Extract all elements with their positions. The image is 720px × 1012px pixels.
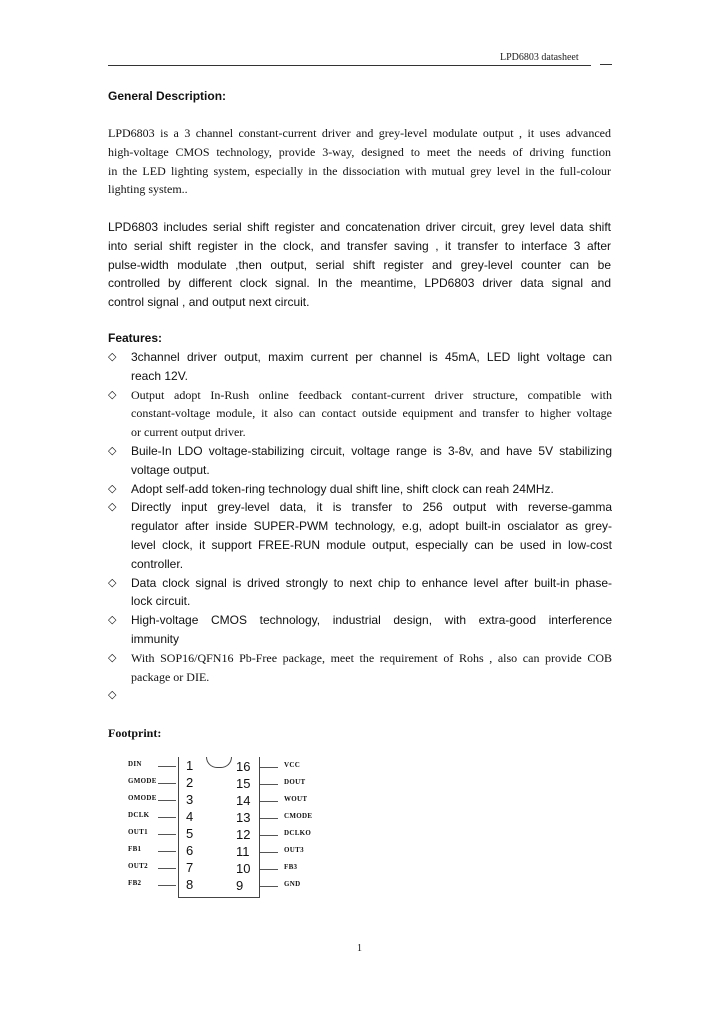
pin-label: CMODE xyxy=(284,812,313,820)
text-line: Directly input grey-level data, it is transfer to 256 output with reverse-gamma xyxy=(131,500,612,515)
footprint-heading: Footprint: xyxy=(108,726,162,740)
pin-label: DIN xyxy=(128,760,142,768)
general-description-para-1 xyxy=(108,124,611,199)
pin-lead xyxy=(260,801,278,802)
pin-label: DOUT xyxy=(284,778,306,786)
text-line: lock circuit. xyxy=(131,594,191,609)
pin-label: DCLK xyxy=(128,811,150,819)
page-number: 1 xyxy=(357,943,362,954)
pin-number: 10 xyxy=(236,861,251,876)
pin-row xyxy=(120,843,320,859)
pin-number: 5 xyxy=(186,826,194,841)
pin-label: FB2 xyxy=(128,879,142,887)
pin-row xyxy=(120,826,320,842)
text-line: 3channel driver output, maxim current per channel is 45mA, LED light voltage can xyxy=(131,350,612,364)
feature-item xyxy=(108,686,612,705)
pin-label: OUT2 xyxy=(128,862,148,870)
diamond-bullet-icon: ◇ xyxy=(108,387,117,401)
text-line: immunity xyxy=(131,631,180,646)
diamond-bullet-icon: ◇ xyxy=(108,688,117,702)
pin-number: 7 xyxy=(186,860,194,875)
feature-item xyxy=(108,386,612,442)
text-line: package or DIE. xyxy=(131,669,210,684)
text-line: into serial shift register in the clock, and transfer saving , it transfer to interface 3 after xyxy=(108,238,611,253)
pin-lead xyxy=(158,783,176,784)
feature-item xyxy=(108,348,612,386)
text-line: level clock, it support FREE-RUN module output, especially can be used in low-cost xyxy=(131,537,612,552)
diamond-bullet-icon: ◇ xyxy=(108,350,117,363)
pin-label: DCLKO xyxy=(284,829,312,837)
feature-item xyxy=(108,611,612,649)
pin-lead xyxy=(260,784,278,785)
pin-lead xyxy=(158,885,176,886)
header-rule xyxy=(108,65,591,66)
general-description-para-2 xyxy=(108,218,611,312)
pin-row xyxy=(120,809,320,825)
general-description-heading: General Description: xyxy=(108,89,227,103)
pin-label: WOUT xyxy=(284,795,308,803)
pin-lead xyxy=(158,800,176,801)
diamond-bullet-icon: ◇ xyxy=(108,575,117,589)
pin-lead xyxy=(260,852,278,853)
text-line: regulator after inside SUPER-PWM technology, e.g, adopt built-in oscialator as grey- xyxy=(131,519,612,534)
pin-label: FB3 xyxy=(284,863,298,871)
pin-number: 14 xyxy=(236,793,251,808)
pin-number: 3 xyxy=(186,792,194,807)
pin-number: 9 xyxy=(236,878,244,893)
header-dash xyxy=(600,64,612,65)
chip-footprint-diagram xyxy=(120,755,320,903)
text-line: reach 12V. xyxy=(131,368,188,383)
text-line: controller. xyxy=(131,556,184,571)
text-line: With SOP16/QFN16 Pb-Free package, meet the requirement of Rohs , also can provide COB xyxy=(131,650,612,665)
features-heading: Features: xyxy=(108,331,163,345)
pin-row xyxy=(120,860,320,876)
pin-lead xyxy=(260,818,278,819)
pin-lead xyxy=(158,834,176,835)
pin-lead xyxy=(260,886,278,887)
feature-item xyxy=(108,498,612,573)
pin-lead xyxy=(158,817,176,818)
text-line: high-voltage CMOS technology, provide 3-way, designed to meet the needs of driving function xyxy=(108,144,611,159)
pin-label: OUT1 xyxy=(128,828,148,836)
pin-number: 8 xyxy=(186,877,194,892)
pin-lead xyxy=(158,851,176,852)
diamond-bullet-icon: ◇ xyxy=(108,613,117,627)
diamond-bullet-icon: ◇ xyxy=(108,500,117,514)
pin-lead xyxy=(260,869,278,870)
text-line: High-voltage CMOS technology, industrial design, with extra-good interference xyxy=(131,613,612,628)
pin-label: GND xyxy=(284,880,301,888)
pin-label: VCC xyxy=(284,761,301,769)
text-line: Buile-In LDO voltage-stabilizing circuit, voltage range is 3-8v, and have 5V stabilizing xyxy=(131,443,612,458)
pin-label: GMODE xyxy=(128,777,157,785)
pin-lead xyxy=(158,868,176,869)
pin-number: 12 xyxy=(236,827,251,842)
text-line: LPD6803 includes serial shift register and concatenation driver circuit, grey level data shift xyxy=(108,220,611,234)
text-line: controlled by different clock signal. In the meantime, LPD6803 driver data signal and xyxy=(108,276,611,291)
text-line: Output adopt In-Rush online feedback contant-current driver structure, compatible with xyxy=(131,387,612,402)
pin-row xyxy=(120,792,320,808)
feature-item xyxy=(108,480,612,499)
pin-number: 11 xyxy=(236,844,250,859)
pin-lead xyxy=(158,766,176,767)
diamond-bullet-icon: ◇ xyxy=(108,481,117,495)
pin-number: 4 xyxy=(186,809,194,824)
text-line: pulse-width modulate ,then output, serial shift register and grey-level counter can be xyxy=(108,257,611,272)
header-title: LPD6803 datasheet xyxy=(500,52,579,63)
pin-row xyxy=(120,877,320,893)
features-list xyxy=(108,348,612,705)
pin-lead xyxy=(260,835,278,836)
text-line: control signal , and output next circuit. xyxy=(108,295,310,310)
pin-label: FB1 xyxy=(128,845,142,853)
text-line: in the LED lighting system, especially in the dissociation with mutual grey level in the full-colour xyxy=(108,163,611,178)
feature-item xyxy=(108,574,612,612)
pin-number: 6 xyxy=(186,843,194,858)
pin-label: OUT3 xyxy=(284,846,304,854)
pin-row xyxy=(120,775,320,791)
text-line: or current output driver. xyxy=(131,425,246,440)
pin-number: 16 xyxy=(236,759,251,774)
pin-number: 15 xyxy=(236,776,251,791)
text-line: Data clock signal is drived strongly to next chip to enhance level after built-in phase- xyxy=(131,575,612,590)
pin-row xyxy=(120,758,320,774)
text-line: voltage output. xyxy=(131,462,210,477)
diamond-bullet-icon: ◇ xyxy=(108,443,117,457)
text-line xyxy=(131,686,612,705)
pin-label: OMODE xyxy=(128,794,157,802)
pin-number: 13 xyxy=(236,810,251,825)
text-line: LPD6803 is a 3 channel constant-current driver and grey-level modulate output , it uses advanced xyxy=(108,126,611,140)
diamond-bullet-icon: ◇ xyxy=(108,650,117,664)
pin-lead xyxy=(260,767,278,768)
feature-item xyxy=(108,442,612,480)
text-line: lighting system.. xyxy=(108,182,188,197)
pin-number: 1 xyxy=(186,758,194,773)
pin-number: 2 xyxy=(186,775,194,790)
feature-item xyxy=(108,649,612,687)
text-line: Adopt self-add token-ring technology dual shift line, shift clock can reah 24MHz. xyxy=(131,481,554,496)
text-line: constant-voltage module, it also can contact outside equipment and transfer to higher voltage xyxy=(131,406,612,421)
